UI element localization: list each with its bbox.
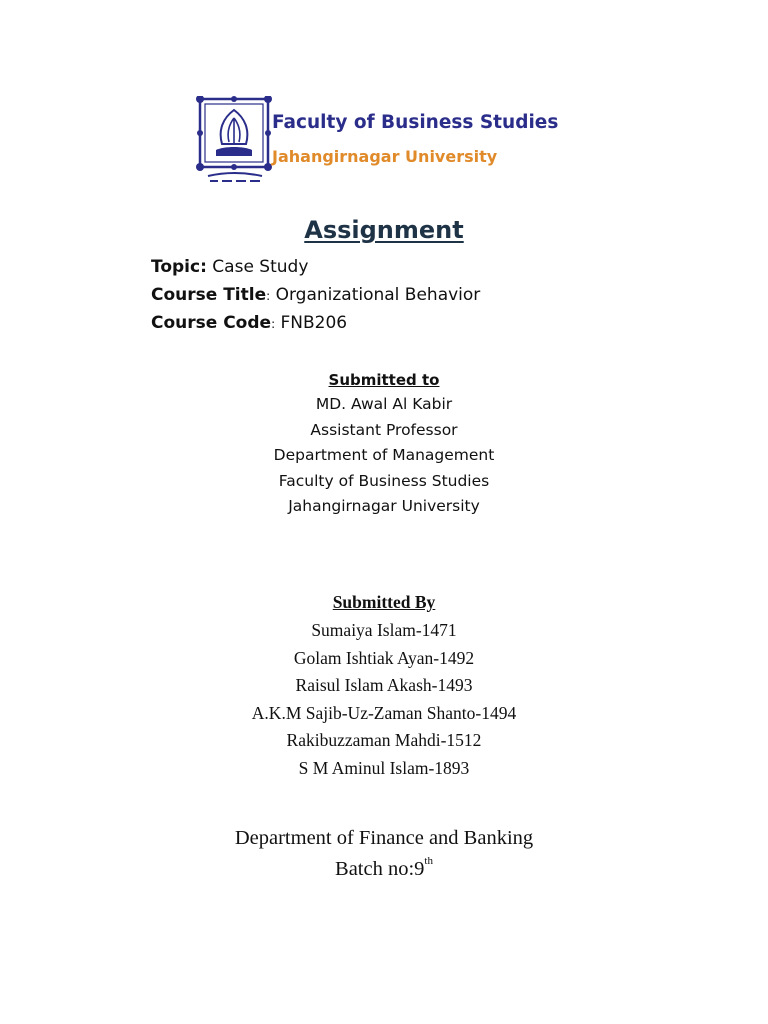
submitted-by-section xyxy=(0,590,768,783)
header xyxy=(196,96,576,188)
university-name: Jahangirnagar University xyxy=(272,147,498,166)
batch-label: Batch no:9 xyxy=(335,858,425,880)
department-name: Department of Finance and Banking xyxy=(234,827,534,849)
faculty-name: Faculty of Business Studies xyxy=(272,112,559,133)
separator: : xyxy=(266,289,271,303)
member-line: Rakibuzzaman Mahdi-1512 xyxy=(286,730,482,750)
submitted-to-heading: Submitted to xyxy=(328,371,440,389)
separator: : xyxy=(271,317,276,331)
course-code-label: Course Code xyxy=(151,313,272,333)
footer xyxy=(0,824,768,886)
assignment-details xyxy=(151,256,480,340)
submitted-to-line: Department of Management xyxy=(273,446,495,464)
course-title-row xyxy=(151,284,480,312)
submitted-to-line: MD. Awal Al Kabir xyxy=(315,395,453,413)
page-title: Assignment xyxy=(304,216,464,244)
submitted-to-section xyxy=(0,369,768,521)
topic-row xyxy=(151,256,480,284)
submitted-to-line: Jahangirnagar University xyxy=(288,497,480,515)
member-line: Golam Ishtiak Ayan-1492 xyxy=(293,647,475,668)
topic-value: Case Study xyxy=(212,257,309,277)
submitted-to-line: Assistant Professor xyxy=(310,420,458,439)
batch-line xyxy=(0,855,768,886)
submitted-by-heading: Submitted By xyxy=(332,592,436,612)
topic-label: Topic: xyxy=(151,257,207,277)
course-code-value: FNB206 xyxy=(280,313,348,333)
member-line: Sumaiya Islam-1471 xyxy=(311,620,457,640)
university-seal-logo xyxy=(196,96,274,186)
course-title-value: Organizational Behavior xyxy=(275,285,481,305)
course-code-row xyxy=(151,312,480,340)
member-line: A.K.M Sajib-Uz-Zaman Shanto-1494 xyxy=(251,702,517,723)
course-title-label: Course Title xyxy=(151,285,267,305)
member-line: Raisul Islam Akash-1493 xyxy=(295,675,473,695)
batch-suffix: th xyxy=(424,855,433,868)
submitted-to-line: Faculty of Business Studies xyxy=(278,471,490,490)
member-line: S M Aminul Islam-1893 xyxy=(298,757,470,778)
